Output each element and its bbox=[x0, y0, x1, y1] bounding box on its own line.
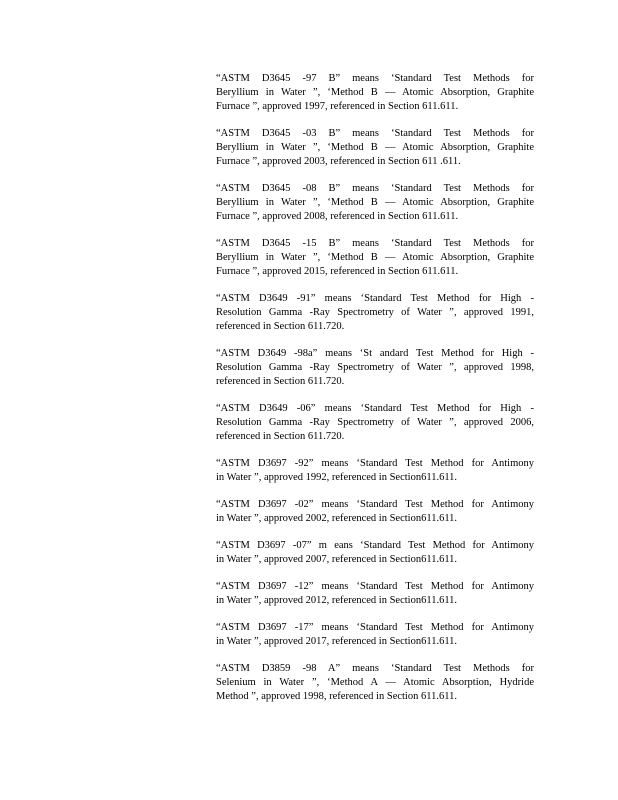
definition-paragraph bbox=[216, 292, 534, 334]
definition-line: “ASTM D3649 -98a” means ‘St andard Test Method for High - bbox=[216, 348, 534, 359]
definition-line: “ASTM D3697 -17” means ‘Standard Test Method for Antimony bbox=[216, 622, 534, 633]
definitions-list bbox=[216, 72, 534, 717]
definition-line: Beryllium in Water ”, ‘Method B — Atomic Absorption, Graphite bbox=[216, 197, 534, 208]
definition-line: “ASTM D3697 -02” means ‘Standard Test Method for Antimony bbox=[216, 499, 534, 510]
definition-line: Furnace ”, approved 2003, referenced in Section 611 .611. bbox=[216, 156, 461, 167]
definition-line: “ASTM D3859 -98 A” means ‘Standard Test Methods for bbox=[216, 663, 534, 674]
definition-line: Furnace ”, approved 1997, referenced in Section 611.611. bbox=[216, 101, 459, 112]
definition-line: “ASTM D3645 -08 B” means ‘Standard Test Methods for bbox=[216, 183, 534, 194]
definition-line: “ASTM D3645 -97 B” means ‘Standard Test Methods for bbox=[216, 73, 534, 84]
definition-line: Resolution Gamma -Ray Spectrometry of Water ”, approved 1998, bbox=[216, 362, 534, 373]
definition-line: in Water ”, approved 1992, referenced in Section611.611. bbox=[216, 472, 458, 483]
definition-line: in Water ”, approved 2002, referenced in Section611.611. bbox=[216, 513, 458, 524]
definition-line: “ASTM D3649 -91” means ‘Standard Test Method for High - bbox=[216, 293, 534, 304]
definition-paragraph bbox=[216, 457, 534, 485]
definition-paragraph bbox=[216, 182, 534, 224]
definition-line: in Water ”, approved 2007, referenced in Section611.611. bbox=[216, 554, 458, 565]
definition-line: Beryllium in Water ”, ‘Method B — Atomic Absorption, Graphite bbox=[216, 252, 534, 263]
definition-line: referenced in Section 611.720. bbox=[216, 321, 345, 332]
definition-line: “ASTM D3697 -12” means ‘Standard Test Method for Antimony bbox=[216, 581, 534, 592]
definition-line: “ASTM D3697 -92” means ‘Standard Test Method for Antimony bbox=[216, 458, 534, 469]
definition-line: Furnace ”, approved 2008, referenced in Section 611.611. bbox=[216, 211, 459, 222]
definition-line: referenced in Section 611.720. bbox=[216, 376, 345, 387]
definition-line: in Water ”, approved 2017, referenced in Section611.611. bbox=[216, 636, 458, 647]
definition-line: Resolution Gamma -Ray Spectrometry of Water ”, approved 2006, bbox=[216, 417, 534, 428]
definition-line: “ASTM D3645 -15 B” means ‘Standard Test Methods for bbox=[216, 238, 534, 249]
definition-paragraph bbox=[216, 347, 534, 389]
definition-line: Method ”, approved 1998, referenced in Section 611.611. bbox=[216, 691, 457, 702]
definition-line: Furnace ”, approved 2015, referenced in Section 611.611. bbox=[216, 266, 459, 277]
definition-line: Beryllium in Water ”, ‘Method B — Atomic Absorption, Graphite bbox=[216, 87, 534, 98]
definition-paragraph bbox=[216, 580, 534, 608]
definition-paragraph bbox=[216, 662, 534, 704]
definition-line: Beryllium in Water ”, ‘Method B — Atomic Absorption, Graphite bbox=[216, 142, 534, 153]
definition-line: “ASTM D3649 -06” means ‘Standard Test Method for High - bbox=[216, 403, 534, 414]
definition-line: “ASTM D3697 -07” m eans ‘Standard Test Method for Antimony bbox=[216, 540, 534, 551]
definition-line: Selenium in Water ”, ‘Method A — Atomic Absorption, Hydride bbox=[216, 677, 534, 688]
definition-paragraph bbox=[216, 498, 534, 526]
definition-paragraph bbox=[216, 621, 534, 649]
definition-line: in Water ”, approved 2012, referenced in Section611.611. bbox=[216, 595, 458, 606]
definition-paragraph bbox=[216, 72, 534, 114]
definition-paragraph bbox=[216, 402, 534, 444]
definition-line: referenced in Section 611.720. bbox=[216, 431, 345, 442]
definition-paragraph bbox=[216, 237, 534, 279]
definition-line: Resolution Gamma -Ray Spectrometry of Water ”, approved 1991, bbox=[216, 307, 534, 318]
definition-paragraph bbox=[216, 127, 534, 169]
definition-paragraph bbox=[216, 539, 534, 567]
definition-line: “ASTM D3645 -03 B” means ‘Standard Test Methods for bbox=[216, 128, 534, 139]
